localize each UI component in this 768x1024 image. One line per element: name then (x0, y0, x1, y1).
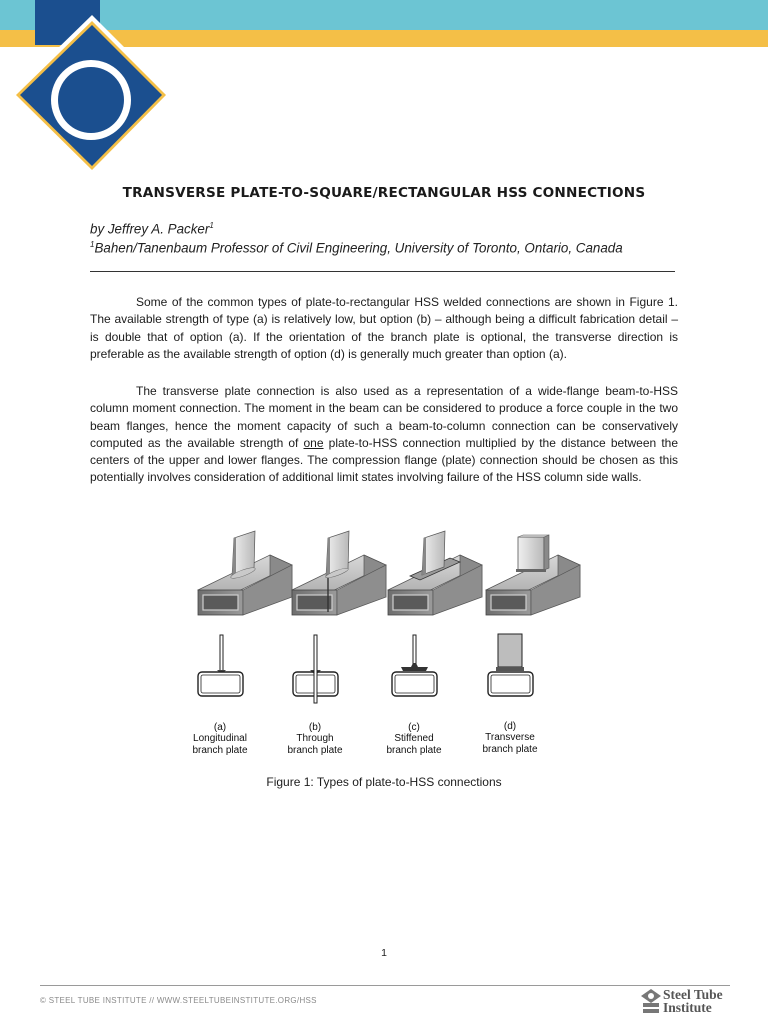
paragraph-1: Some of the common types of plate-to-rectangular HSS welded connections are shown in Figure 1. The available strength of type (a) is relatively low, but option (b) – although being a difficult fabrication detail – is double that of option (a). If the orientation of the branch plate is optional, the transverse direction is preferable as the available strength of option (d) is generally much greater than option (a). (90, 295, 678, 361)
footer-logo-line1: Steel Tube (663, 987, 723, 1002)
connection-b-3d (292, 531, 386, 615)
section-a (198, 635, 243, 696)
paragraph-2-part-1: The transverse plate connection is also used as a representation of a wide-flange beam-to-HSS column moment connection. The moment in the beam can be considered to produce a force couple in the two beam flanges, hence the moment capacity of such a beam-to-column connection can be conservatively computed as the available strength of (90, 384, 678, 450)
title-divider (90, 271, 675, 272)
author-byline (90, 221, 214, 236)
section-c (392, 635, 437, 696)
label-a-line1: Longitudinal (193, 733, 247, 744)
footer-text: © STEEL TUBE INSTITUTE // WWW.STEELTUBEINSTITUTE.ORG/HSS (40, 996, 317, 1005)
steel-tube-institute-logo-icon (640, 988, 662, 1018)
label-a-letter: (a) (213, 722, 227, 733)
label-c-line2: branch plate (386, 745, 442, 756)
label-a-line2: branch plate (192, 745, 248, 756)
paragraph-2-underlined: one (303, 435, 324, 450)
footer-logo-text (663, 988, 723, 1014)
footer-logo-line2: Institute (663, 1000, 712, 1015)
connection-types-figure (176, 522, 596, 764)
label-b-line1: Through (296, 733, 334, 744)
label-b-letter: (b) (308, 722, 322, 733)
footer-divider (40, 985, 730, 986)
paragraph-2-part-2: plate-to-HSS connection multiplied by the distance between the centers of the upper and lower flanges. The compression flange (plate) connection should be chosen as this potentially involves consideration of additional limit states involving failure of the HSS column side walls. (90, 435, 679, 485)
label-c-letter: (c) (408, 722, 420, 733)
label-d-letter: (d) (503, 721, 517, 732)
affiliation-text: Bahen/Tanenbaum Professor of Civil Engineering, University of Toronto, Ontario, Canada (94, 240, 623, 256)
section-b (293, 635, 338, 703)
footer-logo (640, 987, 735, 1019)
affiliation-footnote-mark: 1 (90, 240, 95, 249)
figure-caption: Figure 1: Types of plate-to-HSS connections (266, 775, 502, 789)
connection-c-3d (388, 531, 482, 615)
page-number: 1 (381, 947, 387, 959)
connection-d-3d (486, 535, 580, 615)
connection-a-3d (198, 531, 292, 615)
author-affiliation (90, 240, 623, 255)
label-d-line2: branch plate (482, 744, 538, 755)
section-d (488, 634, 533, 696)
label-d-line1: Transverse (485, 732, 535, 743)
author-name: by Jeffrey A. Packer (90, 221, 210, 237)
author-footnote-mark: 1 (209, 221, 214, 230)
label-b-line2: branch plate (287, 745, 343, 756)
diamond-ring-logo-icon (0, 0, 190, 190)
document-title: TRANSVERSE PLATE-TO-SQUARE/RECTANGULAR HSS CONNECTIONS (122, 185, 646, 201)
label-c-line1: Stiffened (394, 733, 434, 744)
paragraph-2 (90, 383, 678, 487)
